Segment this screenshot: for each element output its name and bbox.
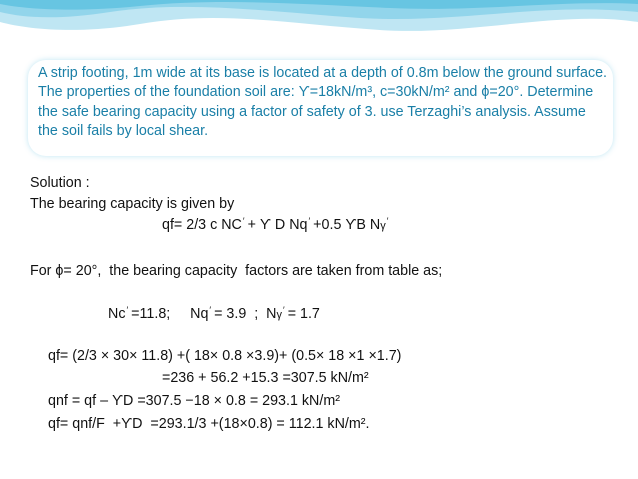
problem-statement: A strip footing, 1m wide at its base is located at a depth of 0.8m below the ground surface. The properties of the foundation soil are: ϒ=18kN/m³, c=30kN/m² and ϕ=20°. Determine the safe bearing capacity using a factor of safety of 3. use Terzaghi’s analysis. Assume the soil fails by local shear. xyxy=(38,65,608,139)
nq-prime: ′ xyxy=(209,305,212,315)
nc-value: =11.8; xyxy=(131,306,171,322)
nc-label: Nc xyxy=(108,306,126,322)
formula-prime-2: ′ xyxy=(308,216,311,226)
ng-gamma-subscript: γ xyxy=(276,309,282,321)
formula-part-1: qf= 2/3 c NC xyxy=(162,217,242,233)
ng-value: = 1.7 xyxy=(287,306,320,322)
calc-line-3: qnf = qf – ϒD =307.5 −18 × 0.8 = 293.1 kN/m² xyxy=(48,393,341,409)
header-wave-decoration xyxy=(0,0,638,66)
solution-heading: Solution : xyxy=(30,175,90,191)
formula-gamma-subscript: γ xyxy=(380,220,386,232)
calc-line-2: =236 + 56.2 +15.3 =307.5 kN/m² xyxy=(162,370,369,386)
factors-intro: For ϕ= 20°, the bearing capacity factors are taken from table as; xyxy=(30,263,443,279)
formula-part-3: +0.5 ϒB N xyxy=(313,217,381,233)
formula-prime-3: ′ xyxy=(386,216,389,226)
ng-prime: ′ xyxy=(283,305,285,315)
formula-prime-1: ′ xyxy=(242,216,245,226)
solution-intro: The bearing capacity is given by xyxy=(30,196,235,212)
nc-prime: ′ xyxy=(126,305,129,315)
calc-line-1: qf= (2/3 × 30× 11.8) +( 18× 0.8 ×3.9)+ (0.5× 18 ×1 ×1.7) xyxy=(48,348,402,364)
calc-line-4: qf= qnf/F +ϒD =293.1/3 +(18×0.8) = 112.1 kN/m². xyxy=(48,416,370,432)
nq-label: Nq xyxy=(190,306,209,322)
factor-values xyxy=(108,306,320,322)
nq-value: = 3.9 ; N xyxy=(214,306,277,322)
formula-part-2: + ϒ D Nq xyxy=(247,217,308,233)
bearing-capacity-formula xyxy=(162,217,391,233)
